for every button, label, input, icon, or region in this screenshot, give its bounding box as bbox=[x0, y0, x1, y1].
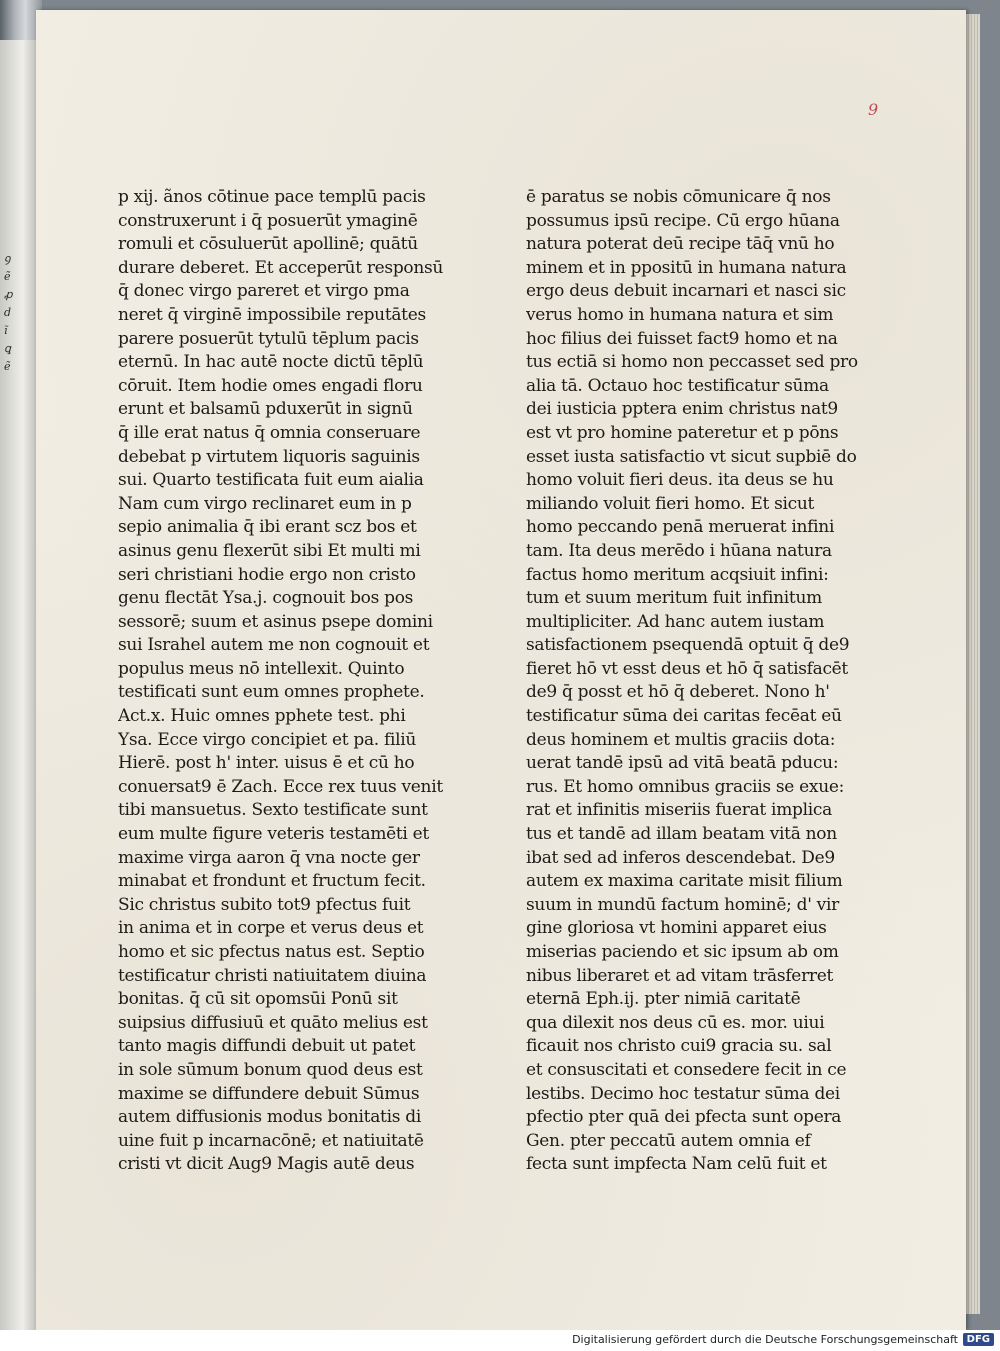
text-line: homo peccando penā meruerat infini bbox=[526, 517, 835, 538]
footer-credit: Digitalisierung gefördert durch die Deutsche Forschungsgemeinschaft bbox=[572, 1333, 958, 1346]
text-line: homo voluit fieri deus. ita deus se hu bbox=[526, 470, 834, 491]
text-line: testificati sunt eum omnes prophete. bbox=[118, 682, 425, 703]
text-line: autem diffusionis modus bonitatis di bbox=[118, 1107, 421, 1128]
text-line: natura poterat deū recipe tāq̄ vnū ho bbox=[526, 234, 835, 255]
text-line: et consuscitati et consedere fecit in ce bbox=[526, 1059, 847, 1080]
text-line: tus et tandē ad illam beatam vitā non bbox=[526, 824, 837, 845]
text-line: nibus liberaret et ad vitam trāsferret bbox=[526, 965, 834, 986]
text-line: maxime virga aaron q̄ vna nocte ger bbox=[118, 847, 420, 868]
text-line: minabat et frondunt et fructum fecit. bbox=[118, 871, 426, 892]
text-line: Gen. pter peccatū autem omnia ef bbox=[526, 1130, 811, 1151]
text-line: asinus genu flexerūt sibi Et multi mi bbox=[118, 540, 421, 561]
dfg-logo-icon: DFG bbox=[963, 1333, 994, 1346]
text-line: Hierē. post h' inter. uisus ē et cū ho bbox=[118, 753, 415, 774]
text-line: gine gloriosa vt homini apparet eius bbox=[526, 918, 827, 939]
text-line: fecta sunt impfecta Nam celū fuit et bbox=[526, 1154, 827, 1175]
text-line: q̄ ille erat natus q̄ omnia conseruare bbox=[118, 422, 421, 443]
text-line: bonitas. q̄ cū sit opomsūi Ponū sit bbox=[118, 989, 398, 1010]
text-line: testificatur christi natiuitatem diuina bbox=[118, 965, 427, 986]
text-line: ficauit nos christo cui9 gracia su. sal bbox=[526, 1036, 832, 1057]
text-line: erunt et balsamū pduxerūt in signū bbox=[118, 399, 413, 420]
text-line: ibat sed ad inferos descendebat. De9 bbox=[526, 847, 835, 868]
text-line: fieret hō vt esst deus et hō q̄ satisfacēt bbox=[526, 658, 848, 679]
folio-mark: 9 bbox=[868, 100, 879, 119]
text-line: cristi vt dicit Aug9 Magis autē deus bbox=[118, 1154, 415, 1175]
text-line: uine fuit p incarnacōnē; et natiuitatē bbox=[118, 1130, 424, 1151]
text-line: rus. Et homo omnibus graciis se exue: bbox=[526, 776, 845, 797]
text-line: neret q̄ virginē impossibile reputātes bbox=[118, 304, 426, 325]
text-line: qua dilexit nos deus cū es. mor. uiui bbox=[526, 1012, 825, 1033]
text-line: uerat tandē ipsū ad vitā beatā pducu: bbox=[526, 753, 839, 774]
text-line: pfectio pter quā dei pfecta sunt opera bbox=[526, 1107, 842, 1128]
text-line: eternū. In hac autē nocte dictū tēplū bbox=[118, 352, 424, 373]
text-line: rat et infinitis miseriis fuerat implica bbox=[526, 800, 832, 821]
text-line: autem ex maxima caritate misit filium bbox=[526, 871, 843, 892]
text-line: lestibs. Decimo hoc testatur sūma dei bbox=[526, 1083, 840, 1104]
text-line: est vt pro homine pateretur et p pōns bbox=[526, 422, 839, 443]
text-line: miliando voluit fieri homo. Et sicut bbox=[526, 493, 815, 514]
text-line: sepio animalia q̄ ibi erant scz bos et bbox=[118, 517, 417, 538]
text-line: conuersat9 ē Zach. Ecce rex tuus venit bbox=[118, 776, 443, 797]
previous-page-edge bbox=[0, 40, 39, 1330]
text-line: romuli et cōsuluerūt apollinē; quātū bbox=[118, 234, 418, 255]
text-line: p xij. ãnos cōtinue pace templū pacis bbox=[118, 187, 426, 207]
text-line: genu flectāt Ysa.j. cognouit bos pos bbox=[118, 588, 414, 609]
text-line: alia tā. Octauo hoc testificatur sūma bbox=[526, 375, 829, 396]
text-line: tanto magis diffundi debuit ut patet bbox=[118, 1036, 416, 1057]
text-line: esset iusta satisfactio vt sicut supbiē do bbox=[526, 446, 857, 467]
text-line: verus homo in humana natura et sim bbox=[526, 304, 834, 325]
text-line: in sole sūmum bonum quod deus est bbox=[118, 1059, 423, 1080]
text-line: in anima et in corpe et verus deus et bbox=[118, 918, 424, 939]
text-line: construxerunt i q̄ posuerūt ymaginē bbox=[118, 210, 418, 231]
text-line: tam. Ita deus merēdo i hūana natura bbox=[526, 540, 832, 561]
text-line: q̄ donec virgo pareret et virgo pma bbox=[118, 281, 410, 302]
text-line: cōruit. Item hodie omes engadi floru bbox=[118, 375, 423, 396]
text-line: eum multe figure veteris testamēti et bbox=[118, 824, 429, 845]
text-line: suum in mundū factum hominē; d' vir bbox=[526, 894, 839, 915]
text-line: homo et sic pfectus natus est. Septio bbox=[118, 942, 425, 962]
text-line: ergo deus debuit incarnari et nasci sic bbox=[526, 281, 846, 302]
text-line: Sic christus subito tot9 pfectus fuit bbox=[118, 894, 411, 915]
text-line: parere posuerūt tytulū tēplum pacis bbox=[118, 328, 419, 349]
text-line: hoc filius dei fuisset fact9 homo et na bbox=[526, 328, 838, 349]
text-line: maxime se diffundere debuit Sūmus bbox=[118, 1083, 420, 1104]
text-line: eternā Eph.ij. pter nimiā caritatē bbox=[526, 989, 801, 1010]
text-line: populus meus nō intellexit. Quinto bbox=[118, 658, 405, 679]
text-line: Nam cum virgo reclinaret eum in p bbox=[118, 493, 412, 514]
right-text-column bbox=[526, 186, 866, 1177]
text-line: suipsius diffusiuū et quāto melius est bbox=[118, 1012, 428, 1033]
footer-bar bbox=[0, 1330, 1000, 1351]
text-line: tus ectiā si homo non peccasset sed pro bbox=[526, 352, 858, 373]
text-line: sui. Quarto testificata fuit eum aialia bbox=[118, 470, 424, 491]
left-text-column bbox=[118, 186, 454, 1177]
text-line: dei iusticia pptera enim christus nat9 bbox=[526, 399, 838, 420]
text-line: tum et suum meritum fuit infinitum bbox=[526, 588, 822, 609]
text-line: sessorē; suum et asinus psepe domini bbox=[118, 611, 433, 632]
text-line: debebat p virtutem liquoris saguinis bbox=[118, 446, 420, 467]
text-line: minem et in ppositū in humana natura bbox=[526, 257, 847, 278]
text-line: sui Israhel autem me non cognouit et bbox=[118, 635, 430, 656]
text-line: possumus ipsū recipe. Cū ergo hūana bbox=[526, 210, 840, 231]
text-line: Ysa. Ecce virgo concipiet et pa. filiū bbox=[118, 729, 417, 750]
text-line: multipliciter. Ad hanc autem iustam bbox=[526, 611, 825, 632]
text-line: deus hominem et multis graciis dota: bbox=[526, 729, 836, 750]
previous-page-glyphs: ꝯ ẽ ꝓ d ĩ ꝗ ẽ bbox=[4, 252, 13, 373]
text-line: Act.x. Huic omnes pphete test. phi bbox=[118, 706, 406, 727]
text-line: de9 q̄ posst et hō q̄ deberet. Nono h' bbox=[526, 682, 830, 703]
text-line: tibi mansuetus. Sexto testificate sunt bbox=[118, 800, 428, 821]
text-line: seri christiani hodie ergo non cristo bbox=[118, 564, 416, 585]
text-line: durare deberet. Et acceperūt responsū bbox=[118, 257, 444, 278]
text-line: miserias paciendo et sic ipsum ab om bbox=[526, 942, 839, 962]
text-line: testificatur sūma dei caritas fecēat eū bbox=[526, 706, 842, 727]
text-line: ē paratus se nobis cōmunicare q̄ nos bbox=[526, 187, 831, 207]
text-line: satisfactionem psequendā optuit q̄ de9 bbox=[526, 635, 850, 656]
text-line: factus homo meritum acqsiuit infini: bbox=[526, 564, 829, 585]
